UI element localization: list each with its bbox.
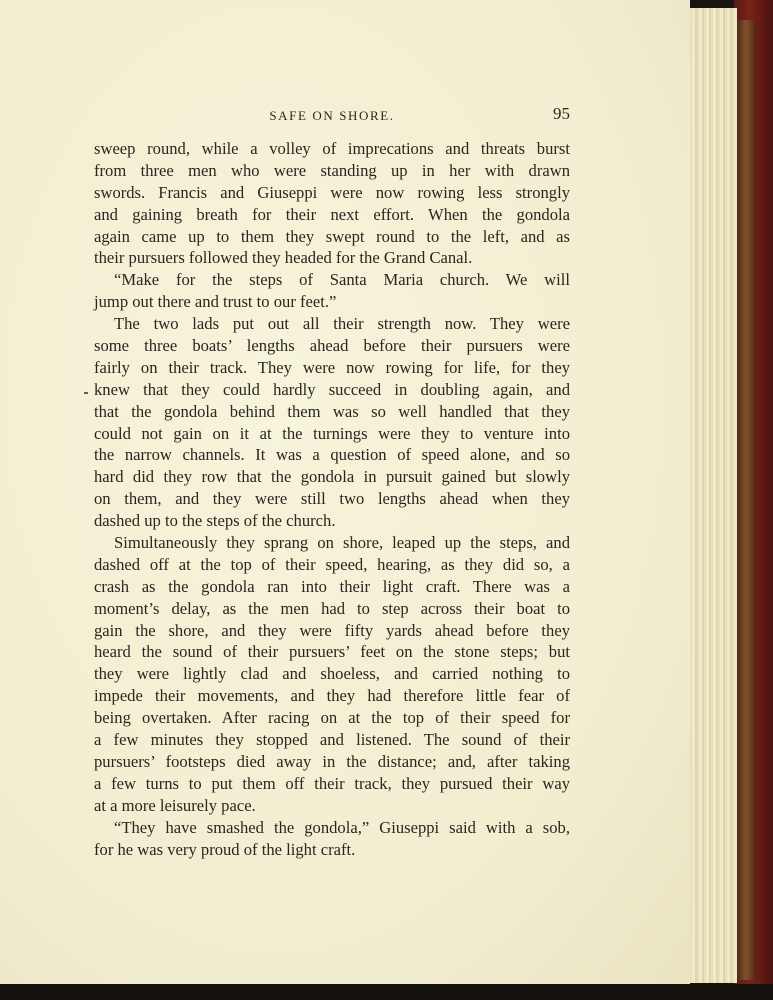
running-title: SAFE ON SHORE. (269, 108, 395, 123)
running-header (94, 104, 570, 128)
scan-bottom-edge (0, 984, 773, 1000)
text-line: moment’s delay, as the men had to step across their boat to (94, 598, 570, 618)
text-line: “Make for the steps of Santa Maria church. We will (114, 270, 570, 290)
text-line: could not gain on it at the turnings were they to venture into (94, 423, 570, 443)
text-line: again came up to them they swept round to the left, and as (94, 226, 570, 246)
text-line: that the gondola behind them was so well handled that they (94, 401, 570, 421)
text-line: at a more leisurely pace. (94, 795, 256, 815)
text-line: heard the sound of their pursuers’ feet on the stone steps; but (94, 642, 570, 662)
text-line: Simultaneously they sprang on shore, leaped up the steps, and (114, 533, 570, 553)
text-line: crash as the gondola ran into their light craft. There was a (94, 576, 570, 596)
text-line: fairly on their track. They were now rowing for life, for they (94, 357, 570, 377)
text-line: from three men who were standing up in her with drawn (94, 160, 570, 180)
margin-mark (84, 392, 88, 394)
text-line: being overtaken. After racing on at the top of their speed for (94, 708, 570, 728)
text-line: swords. Francis and Giuseppi were now rowing less strongly (94, 182, 570, 202)
page-number: 95 (553, 104, 570, 123)
text-line: they were lightly clad and shoeless, and carried nothing to (94, 664, 570, 684)
text-line: hard did they row that the gondola in pursuit gained but slowly (94, 467, 570, 487)
text-line: dashed off at the top of their speed, hearing, as they did so, a (94, 554, 570, 574)
text-line: and gaining breath for their next effort. When the gondola (94, 204, 570, 224)
book-spine-detail (736, 20, 756, 980)
text-line: for he was very proud of the light craft. (94, 839, 356, 859)
page-edges (684, 8, 737, 983)
text-line: a few minutes they stopped and listened. The sound of their (94, 730, 570, 750)
text-line: jump out there and trust to our feet.” (94, 292, 337, 312)
text-line: some three boats’ lengths ahead before their pursuers were (94, 336, 570, 356)
text-line: on them, and they were still two lengths ahead when they (94, 489, 570, 509)
text-line: The two lads put out all their strength now. They were (114, 314, 570, 334)
text-line: gain the shore, and they were fifty yards ahead before they (94, 620, 570, 640)
text-line: the narrow channels. It was a question of speed alone, and so (94, 445, 570, 465)
text-line: their pursuers followed they headed for the Grand Canal. (94, 248, 473, 268)
text-line: dashed up to the steps of the church. (94, 511, 336, 531)
text-line: “They have smashed the gondola,” Giuseppi said with a sob, (114, 817, 570, 837)
text-line: knew that they could hardly succeed in doubling again, and (94, 379, 570, 399)
text-line: pursuers’ footsteps died away in the distance; and, after taking (94, 751, 570, 771)
text-line: impede their movements, and they had therefore little fear of (94, 686, 570, 706)
text-line: sweep round, while a volley of imprecations and threats burst (94, 139, 570, 158)
body-text (94, 138, 570, 860)
text-line: a few turns to put them off their track, they pursued their way (94, 773, 570, 793)
